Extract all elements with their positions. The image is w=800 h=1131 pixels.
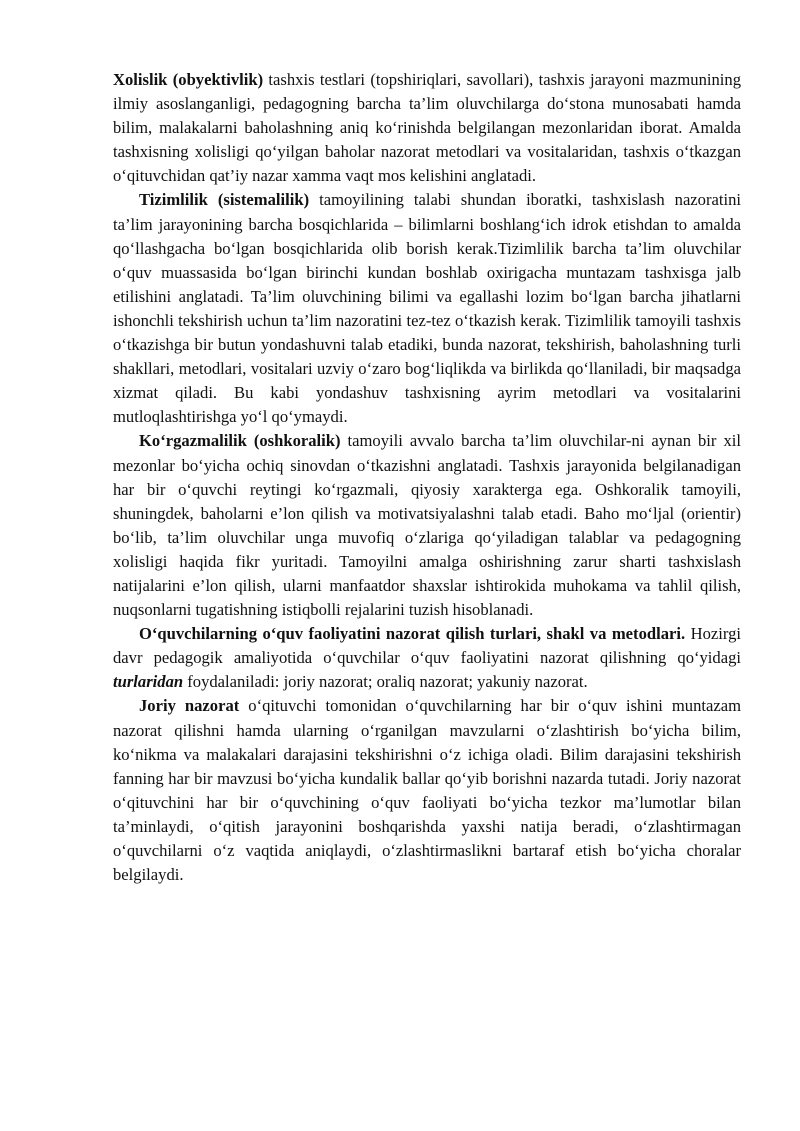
- paragraph-objectivity: [113, 68, 741, 188]
- paragraph-visibility: [113, 429, 741, 622]
- paragraph-control-types: [113, 622, 741, 694]
- paragraph-text: tashxis testlari (topshiriqlari, savollari), tashxis jarayoni mazmunining ilmiy asoslanganligi, pedagogning barcha ta’lim oluvchilarga do‘stona munosabati hamda bilim, malakalarni baholashning aniq ko‘rinishda belgilangan mezonlaridan iborat. Amalda tashxisning xolisligi qo‘yilgan baholar nazorat metodlari va vositalaridan, tashxis o‘tkazgan o‘qituvchidan qat’iy nazar xamma vaqt mos kelishini anglatadi.: [113, 70, 741, 186]
- term-objectivity: Xolislik (obyektivlik): [113, 70, 264, 89]
- paragraph-text: tamoyilining talabi shundan iboratki, tashxislash nazoratini ta’lim jarayonining barcha bosqichlarida – bilimlarni boshlang‘ich idrok etishdan to amalda qo‘llashgacha bo‘lgan bosqichlarida olib borish kerak.Tizimlilik barcha ta’lim oluvchilar o‘quv muassasida bo‘lgan birinchi kundan boshlab oxirigacha muntazam tashxisga jalb etilishini anglatadi. Ta’lim oluvchining bilimi va egallashi lozim bo‘lgan barcha jihatlarni ishonchli tekshirish uchun ta’lim nazoratini tez-tez o‘tkazish kerak. Tizimlilik tamoyili tashxis o‘tkazishga bir butun yondashuvni talab etadiki, bunda nazorat, tekshirish, baholashning turli shakllari, metodlari, vositalari uzviy o‘zaro bog‘liqlikda va birlikda qo‘llaniladi, bir maqsadga xizmat qiladi. Bu kabi yondashuv tashxisning ayrim metodlari va vositalarini mutloqlashtirishga yo‘l qo‘ymaydi.: [113, 190, 741, 427]
- paragraph-text: foydalaniladi: joriy nazorat; oraliq nazorat; yakuniy nazorat.: [183, 672, 588, 692]
- paragraph-text: o‘qituvchi tomonidan o‘quvchilarning har bir o‘quv ishini muntazam nazorat qilishni hamda ularning o‘rganilgan mavzularni o‘zlashtirish bo‘yicha bilim, ko‘nikma va malakalari darajasini tekshirishni o‘z ichiga oladi. Bilim darajasini tekshirish fanning har bir mavzusi bo‘yicha kundalik ballar qo‘yib borishni nazarda tutadi. Joriy nazorat o‘qituvchini har bir o‘quvchining o‘quv faoliyati bo‘yicha tezkor ma’lumotlar bilan ta’minlaydi, o‘qitish jarayonini boshqarishda yaxshi natija beradi, o‘zlashtirmagan o‘quvchilarni o‘z vaqtida aniqlaydi, o‘zlashtirmaslikni bartaraf etish bo‘yicha choralar belgilaydi.: [113, 696, 741, 885]
- document-page: [113, 68, 741, 887]
- term-current-control: Joriy nazorat: [139, 696, 240, 716]
- paragraph-text: tamoyili avvalo barcha ta’lim oluvchilar-ni aynan bir xil mezonlar bo‘yicha ochiq sinovdan o‘tkazishni anglatadi. Tashxis jarayonida belgilanadigan har bir o‘quvchi reytingi ko‘rgazmali, qiyosiy xarakterga ega. Oshkoralik tamoyili, shuningdek, baholarni e’lon qilish va motivatsiyalashni talab etadi. Baho mo‘ljal (orientir) bo‘lib, ta’lim oluvchilar unga muvofiq o‘zlariga qo‘yiladigan talablar va pedagogning xolisligi haqida fikr yuritadi. Tamoyilni amalga oshirishning zarur sharti tashxislash natijalarini e’lon qilish, ularni manfaatdor shaxslar ishtirokida muhokama va tahlil qilish, nuqsonlarni tugatishning istiqbolli rejalarini tuzish hisoblanadi.: [113, 431, 741, 620]
- emphasis-turlaridan: turlaridan: [113, 672, 184, 692]
- paragraph-systematicity: [113, 188, 741, 429]
- term-systematicity: Tizimlilik (sistemalilik): [139, 190, 310, 210]
- paragraph-text: Hozirgi davr pedagogik amaliyotida o‘quvchilar o‘quv faoliyatini nazorat qilishning qo‘yidagi: [113, 624, 741, 668]
- term-visibility: Ko‘rgazmalilik (oshkoralik): [139, 431, 341, 451]
- paragraph-current-control: [113, 694, 741, 887]
- section-heading-control-types: O‘quvchilarning o‘quv faoliyatini nazorat qilish turlari, shakl va metodlari.: [139, 624, 686, 644]
